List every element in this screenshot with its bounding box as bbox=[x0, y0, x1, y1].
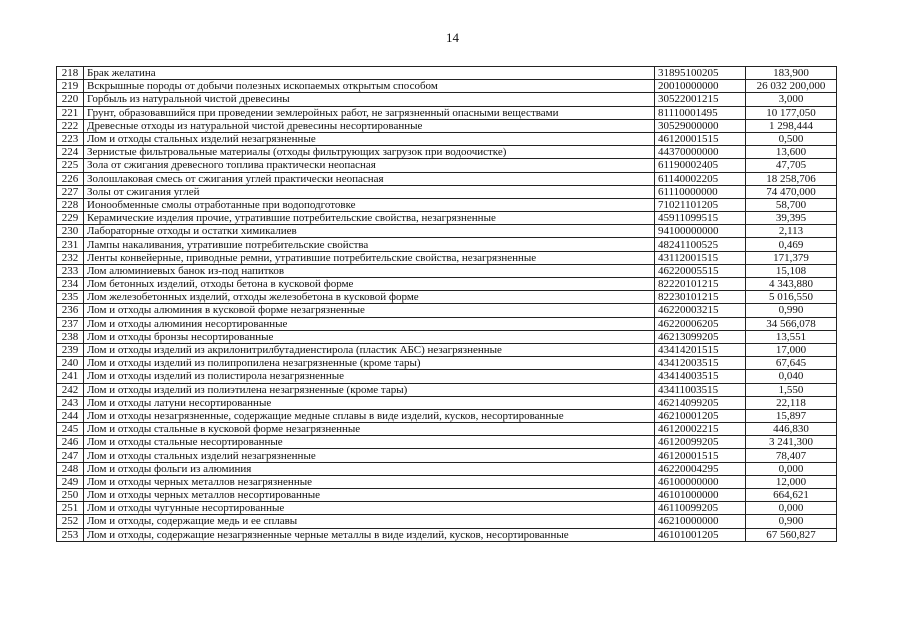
waste-code-cell: 43414201515 bbox=[655, 343, 746, 356]
waste-quantity-cell: 3 241,300 bbox=[746, 436, 837, 449]
row-number-cell: 227 bbox=[57, 185, 84, 198]
waste-code-cell: 43414003515 bbox=[655, 370, 746, 383]
waste-code-cell: 46220005515 bbox=[655, 264, 746, 277]
table-row bbox=[57, 106, 837, 119]
waste-name-cell: Грунт, образовавшийся при проведении землеройных работ, не загрязненный опасными веществами bbox=[84, 106, 655, 119]
waste-quantity-cell: 18 258,706 bbox=[746, 172, 837, 185]
table-row bbox=[57, 67, 837, 80]
waste-name-cell: Лом и отходы черных металлов незагрязненные bbox=[84, 475, 655, 488]
waste-quantity-cell: 15,897 bbox=[746, 409, 837, 422]
waste-quantity-cell: 22,118 bbox=[746, 396, 837, 409]
waste-quantity-cell: 0,000 bbox=[746, 502, 837, 515]
table-row bbox=[57, 489, 837, 502]
waste-name-cell: Лом и отходы стальных изделий незагрязненные bbox=[84, 132, 655, 145]
row-number-cell: 236 bbox=[57, 304, 84, 317]
waste-name-cell: Лом и отходы, содержащие медь и ее сплавы bbox=[84, 515, 655, 528]
table-row bbox=[57, 159, 837, 172]
waste-name-cell: Лом и отходы черных металлов несортированные bbox=[84, 489, 655, 502]
waste-name-cell: Древесные отходы из натуральной чистой древесины несортированные bbox=[84, 119, 655, 132]
waste-quantity-cell: 13,551 bbox=[746, 330, 837, 343]
waste-quantity-cell: 10 177,050 bbox=[746, 106, 837, 119]
table-row bbox=[57, 396, 837, 409]
waste-code-cell: 46210000000 bbox=[655, 515, 746, 528]
waste-code-cell: 46213099205 bbox=[655, 330, 746, 343]
table-row bbox=[57, 528, 837, 541]
waste-name-cell: Вскрышные породы от добычи полезных ископаемых открытым способом bbox=[84, 80, 655, 93]
waste-code-cell: 61140002205 bbox=[655, 172, 746, 185]
waste-name-cell: Лом бетонных изделий, отходы бетона в кусковой форме bbox=[84, 278, 655, 291]
waste-quantity-cell: 0,990 bbox=[746, 304, 837, 317]
row-number-cell: 241 bbox=[57, 370, 84, 383]
waste-quantity-cell: 26 032 200,000 bbox=[746, 80, 837, 93]
waste-quantity-cell: 1,550 bbox=[746, 383, 837, 396]
waste-quantity-cell: 171,379 bbox=[746, 251, 837, 264]
waste-quantity-cell: 183,900 bbox=[746, 67, 837, 80]
row-number-cell: 219 bbox=[57, 80, 84, 93]
table-row bbox=[57, 172, 837, 185]
waste-code-cell: 46214099205 bbox=[655, 396, 746, 409]
page-number: 14 bbox=[446, 30, 459, 45]
row-number-cell: 245 bbox=[57, 423, 84, 436]
waste-name-cell: Керамические изделия прочие, утратившие потребительские свойства, незагрязненные bbox=[84, 212, 655, 225]
table-row bbox=[57, 449, 837, 462]
waste-name-cell: Золошлаковая смесь от сжигания углей практически неопасная bbox=[84, 172, 655, 185]
row-number-cell: 247 bbox=[57, 449, 84, 462]
waste-quantity-cell: 47,705 bbox=[746, 159, 837, 172]
waste-quantity-cell: 74 470,000 bbox=[746, 185, 837, 198]
row-number-cell: 242 bbox=[57, 383, 84, 396]
waste-name-cell: Лом и отходы алюминия в кусковой форме незагрязненные bbox=[84, 304, 655, 317]
row-number-cell: 230 bbox=[57, 225, 84, 238]
waste-code-cell: 46220004295 bbox=[655, 462, 746, 475]
row-number-cell: 251 bbox=[57, 502, 84, 515]
table-row bbox=[57, 264, 837, 277]
waste-name-cell: Лом и отходы фольги из алюминия bbox=[84, 462, 655, 475]
row-number-cell: 232 bbox=[57, 251, 84, 264]
waste-name-cell: Лом и отходы изделий из полиэтилена незагрязненные (кроме тары) bbox=[84, 383, 655, 396]
waste-quantity-cell: 13,600 bbox=[746, 146, 837, 159]
waste-code-cell: 46110099205 bbox=[655, 502, 746, 515]
waste-name-cell: Лом и отходы изделий из полипропилена незагрязненные (кроме тары) bbox=[84, 357, 655, 370]
waste-quantity-cell: 15,108 bbox=[746, 264, 837, 277]
waste-code-cell: 61190002405 bbox=[655, 159, 746, 172]
waste-quantity-cell: 0,040 bbox=[746, 370, 837, 383]
waste-quantity-cell: 78,407 bbox=[746, 449, 837, 462]
waste-code-cell: 46101000000 bbox=[655, 489, 746, 502]
row-number-cell: 238 bbox=[57, 330, 84, 343]
table-row bbox=[57, 119, 837, 132]
waste-name-cell: Лом железобетонных изделий, отходы железобетона в кусковой форме bbox=[84, 291, 655, 304]
waste-code-cell: 46101001205 bbox=[655, 528, 746, 541]
waste-name-cell: Лом и отходы стальные несортированные bbox=[84, 436, 655, 449]
table-row bbox=[57, 93, 837, 106]
waste-quantity-cell: 664,621 bbox=[746, 489, 837, 502]
table-row bbox=[57, 357, 837, 370]
waste-code-cell: 48241100525 bbox=[655, 238, 746, 251]
table-row bbox=[57, 462, 837, 475]
row-number-cell: 228 bbox=[57, 198, 84, 211]
row-number-cell: 243 bbox=[57, 396, 84, 409]
waste-code-cell: 43112001515 bbox=[655, 251, 746, 264]
row-number-cell: 249 bbox=[57, 475, 84, 488]
waste-name-cell: Зола от сжигания древесного топлива практически неопасная bbox=[84, 159, 655, 172]
waste-code-cell: 46120002215 bbox=[655, 423, 746, 436]
waste-table bbox=[56, 66, 837, 542]
waste-code-cell: 82230101215 bbox=[655, 291, 746, 304]
row-number-cell: 234 bbox=[57, 278, 84, 291]
table-row bbox=[57, 238, 837, 251]
waste-quantity-cell: 12,000 bbox=[746, 475, 837, 488]
table-row bbox=[57, 475, 837, 488]
waste-code-cell: 20010000000 bbox=[655, 80, 746, 93]
row-number-cell: 252 bbox=[57, 515, 84, 528]
waste-name-cell: Горбыль из натуральной чистой древесины bbox=[84, 93, 655, 106]
row-number-cell: 225 bbox=[57, 159, 84, 172]
table-row bbox=[57, 502, 837, 515]
waste-code-cell: 46120001515 bbox=[655, 449, 746, 462]
table-row bbox=[57, 515, 837, 528]
waste-quantity-cell: 39,395 bbox=[746, 212, 837, 225]
waste-quantity-cell: 2,113 bbox=[746, 225, 837, 238]
waste-name-cell: Лом и отходы незагрязненные, содержащие медные сплавы в виде изделий, кусков, несортированные bbox=[84, 409, 655, 422]
waste-quantity-cell: 0,469 bbox=[746, 238, 837, 251]
waste-name-cell: Лабораторные отходы и остатки химикалиев bbox=[84, 225, 655, 238]
waste-name-cell: Лом и отходы, содержащие незагрязненные черные металлы в виде изделий, кусков, несортированные bbox=[84, 528, 655, 541]
waste-table-body bbox=[57, 67, 837, 542]
row-number-cell: 222 bbox=[57, 119, 84, 132]
row-number-cell: 231 bbox=[57, 238, 84, 251]
table-row bbox=[57, 317, 837, 330]
table-row bbox=[57, 370, 837, 383]
table-row bbox=[57, 304, 837, 317]
waste-code-cell: 61110000000 bbox=[655, 185, 746, 198]
row-number-cell: 235 bbox=[57, 291, 84, 304]
table-row bbox=[57, 212, 837, 225]
table-row bbox=[57, 278, 837, 291]
table-row bbox=[57, 291, 837, 304]
waste-quantity-cell: 17,000 bbox=[746, 343, 837, 356]
waste-code-cell: 30522001215 bbox=[655, 93, 746, 106]
waste-name-cell: Лом и отходы стальные в кусковой форме незагрязненные bbox=[84, 423, 655, 436]
waste-name-cell: Золы от сжигания углей bbox=[84, 185, 655, 198]
waste-code-cell: 46210001205 bbox=[655, 409, 746, 422]
waste-code-cell: 43411003515 bbox=[655, 383, 746, 396]
waste-quantity-cell: 67,645 bbox=[746, 357, 837, 370]
row-number-cell: 224 bbox=[57, 146, 84, 159]
table-row bbox=[57, 185, 837, 198]
row-number-cell: 237 bbox=[57, 317, 84, 330]
row-number-cell: 226 bbox=[57, 172, 84, 185]
waste-quantity-cell: 1 298,444 bbox=[746, 119, 837, 132]
waste-quantity-cell: 0,500 bbox=[746, 132, 837, 145]
table-row bbox=[57, 330, 837, 343]
table-row bbox=[57, 198, 837, 211]
waste-quantity-cell: 67 560,827 bbox=[746, 528, 837, 541]
waste-name-cell: Ионообменные смолы отработанные при водоподготовке bbox=[84, 198, 655, 211]
waste-code-cell: 81110001495 bbox=[655, 106, 746, 119]
table-row bbox=[57, 146, 837, 159]
waste-quantity-cell: 58,700 bbox=[746, 198, 837, 211]
waste-name-cell: Лампы накаливания, утратившие потребительские свойства bbox=[84, 238, 655, 251]
row-number-cell: 250 bbox=[57, 489, 84, 502]
waste-code-cell: 46120001515 bbox=[655, 132, 746, 145]
row-number-cell: 229 bbox=[57, 212, 84, 225]
waste-code-cell: 30529000000 bbox=[655, 119, 746, 132]
waste-quantity-cell: 4 343,880 bbox=[746, 278, 837, 291]
waste-quantity-cell: 34 566,078 bbox=[746, 317, 837, 330]
waste-quantity-cell: 3,000 bbox=[746, 93, 837, 106]
waste-name-cell: Лом алюминиевых банок из-под напитков bbox=[84, 264, 655, 277]
waste-quantity-cell: 5 016,550 bbox=[746, 291, 837, 304]
waste-name-cell: Ленты конвейерные, приводные ремни, утратившие потребительские свойства, незагрязненные bbox=[84, 251, 655, 264]
table-row bbox=[57, 423, 837, 436]
waste-name-cell: Лом и отходы латуни несортированные bbox=[84, 396, 655, 409]
table-row bbox=[57, 409, 837, 422]
row-number-cell: 248 bbox=[57, 462, 84, 475]
table-row bbox=[57, 80, 837, 93]
waste-code-cell: 82220101215 bbox=[655, 278, 746, 291]
waste-code-cell: 43412003515 bbox=[655, 357, 746, 370]
row-number-cell: 246 bbox=[57, 436, 84, 449]
row-number-cell: 233 bbox=[57, 264, 84, 277]
waste-name-cell: Лом и отходы изделий из акрилонитрилбутадиенстирола (пластик АБС) незагрязненные bbox=[84, 343, 655, 356]
table-row bbox=[57, 251, 837, 264]
row-number-cell: 223 bbox=[57, 132, 84, 145]
waste-code-cell: 44370000000 bbox=[655, 146, 746, 159]
waste-quantity-cell: 0,000 bbox=[746, 462, 837, 475]
waste-name-cell: Зернистые фильтровальные материалы (отходы фильтрующих загрузок при водоочистке) bbox=[84, 146, 655, 159]
waste-code-cell: 46100000000 bbox=[655, 475, 746, 488]
table-row bbox=[57, 383, 837, 396]
table-row bbox=[57, 436, 837, 449]
waste-code-cell: 71021101205 bbox=[655, 198, 746, 211]
row-number-cell: 239 bbox=[57, 343, 84, 356]
table-row bbox=[57, 225, 837, 238]
waste-code-cell: 45911099515 bbox=[655, 212, 746, 225]
row-number-cell: 220 bbox=[57, 93, 84, 106]
row-number-cell: 221 bbox=[57, 106, 84, 119]
row-number-cell: 244 bbox=[57, 409, 84, 422]
waste-quantity-cell: 446,830 bbox=[746, 423, 837, 436]
waste-code-cell: 46120099205 bbox=[655, 436, 746, 449]
waste-name-cell: Лом и отходы изделий из полистирола незагрязненные bbox=[84, 370, 655, 383]
waste-name-cell: Лом и отходы алюминия несортированные bbox=[84, 317, 655, 330]
waste-name-cell: Лом и отходы бронзы несортированные bbox=[84, 330, 655, 343]
waste-code-cell: 31895100205 bbox=[655, 67, 746, 80]
row-number-cell: 253 bbox=[57, 528, 84, 541]
waste-code-cell: 46220003215 bbox=[655, 304, 746, 317]
row-number-cell: 218 bbox=[57, 67, 84, 80]
row-number-cell: 240 bbox=[57, 357, 84, 370]
waste-name-cell: Лом и отходы стальных изделий незагрязненные bbox=[84, 449, 655, 462]
waste-quantity-cell: 0,900 bbox=[746, 515, 837, 528]
table-row bbox=[57, 132, 837, 145]
waste-code-cell: 94100000000 bbox=[655, 225, 746, 238]
table-row bbox=[57, 343, 837, 356]
waste-name-cell: Лом и отходы чугунные несортированные bbox=[84, 502, 655, 515]
waste-code-cell: 46220006205 bbox=[655, 317, 746, 330]
waste-name-cell: Брак желатина bbox=[84, 67, 655, 80]
